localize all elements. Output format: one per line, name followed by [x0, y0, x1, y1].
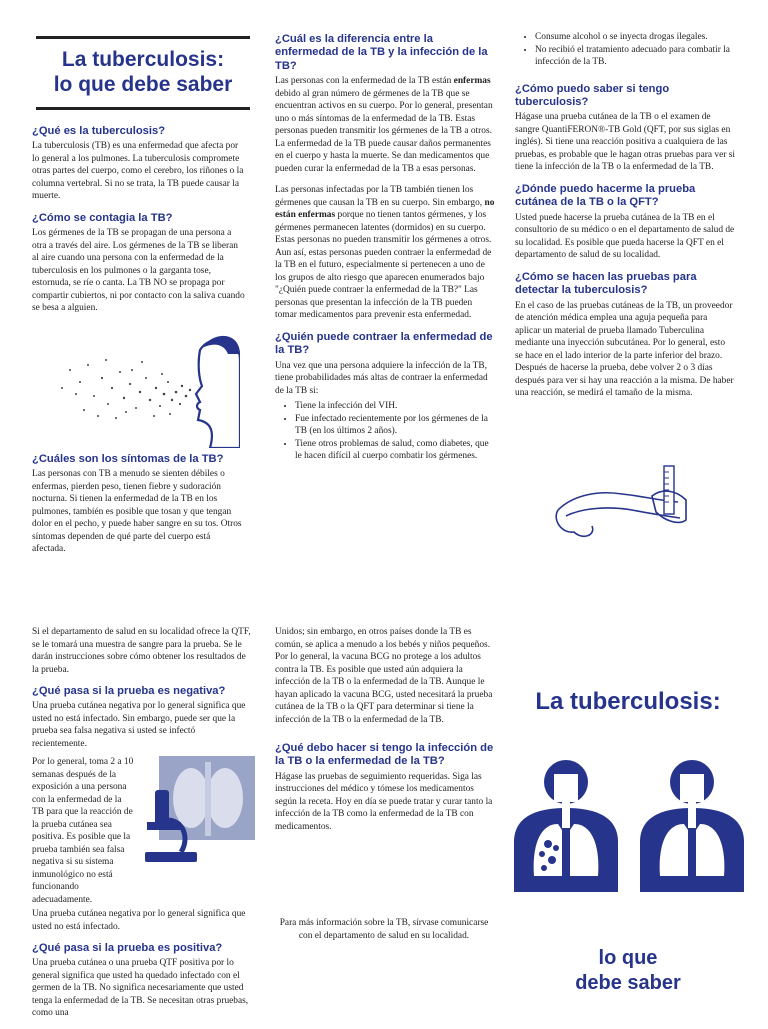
panel-2 — [275, 33, 495, 471]
xray-left-lung — [173, 768, 209, 828]
text-difference-infection-2: porque no tienen tantos gérmenes, y los gérmenes permanecen latentes (dormidos) en su cuerpo. Estas personas no pueden transmitir los gérmenes a otros. Aun así, estas personas pueden contraer la enfermedad de la TB en el futuro, especialmente si pertenecen a uno de los grupos de alto riesgo que aparecen enumerados bajo "¿Quién puede contraer la enfermedad de la TB?" Las personas que presentan la infección de la TB pueden tomar medicamentos para prevenir esta enfermedad. — [275, 210, 492, 321]
risk-list — [275, 400, 495, 463]
text-negative-summary: Una prueba cutánea negativa por lo general significa que usted no está infectado. — [32, 909, 246, 932]
risk-item: • No recibió el tratamiento adecuado para combatir la infección de la TB. — [535, 44, 735, 69]
text-qft-results: Si el departamento de salud en su localidad ofrece la QTF, se le tomará una muestra de sangre para la prueba. Se le darán instrucciones sobre cómo obtener los resultados de la prueba. — [32, 627, 251, 675]
microscope-tube — [155, 790, 169, 826]
face-profile — [196, 339, 240, 448]
person-right — [640, 760, 744, 892]
skin-test-illustration — [552, 460, 692, 546]
heading-what-to-do: ¿Qué debo hacer si tengo la infección de la TB o la enfermedad de la TB? — [275, 742, 494, 768]
risk-item: • Tiene la infección del VIH. — [295, 400, 495, 413]
cover-subtitle-line-1: lo que — [598, 947, 658, 969]
cover-title: La tuberculosis: — [535, 688, 721, 715]
cover-subtitle — [508, 946, 748, 996]
text-how-spread: Los gérmenes de la TB se propagan de una persona a otra a través del aire. Los gérmenes de la TB se liberan al aire cuando una persona con la enfermedad de la tuberculosis en los pulmones o la garganta tose, estornuda, se ríe o canta. La TB NO se propaga por compartir cubiertos, ni por contacto con la saliva cuando se besa a alguien. — [32, 228, 245, 314]
text-positive: Una prueba cutánea o una prueba QTF positiva por lo general significa que usted ha quedado infectado con el germen de la TB. No significa necesariamente que usted tenga la enfermedad de la TB. Se necesitan otras pruebas, como una — [32, 958, 249, 1019]
panel-4-section-c — [32, 908, 252, 1029]
panel-3 — [515, 31, 735, 409]
heading-how-spread: ¿Cómo se contagia la TB? — [32, 211, 173, 224]
text-what-to-do: Hágase las pruebas de seguimiento requeridas. Siga las instrucciones del médico y tómese los medicamentos según la receta. Hoy en día se puede tratar y curar tanto la infección de la TB como la enfermedad de la TB con medicamentos. — [275, 771, 493, 832]
text-negative: Una prueba cutánea negativa por lo general significa que usted no está infectado. Sin embargo, puede ser que la prueba sea falsa negativa si usted se infectó recientemente. — [32, 701, 246, 749]
heading-what-is-tb: ¿Qué es la tuberculosis? — [32, 125, 166, 137]
text-difference-disease — [275, 75, 495, 175]
text-difference-infection-1: Las personas infectadas por la TB también tienen los gérmenes que causan la TB en su cuerpo. Sin embargo, — [275, 185, 483, 208]
text-what-is-tb: La tuberculosis (TB) es una enfermedad que afecta por lo general a los pulmones. La tuberculosis compromete otras partes del cuerpo, como el cerebro, los riñones o la columna vertebral. Si no se trata, la TB puede causar la muerte. — [32, 141, 244, 202]
forearm-outline — [558, 493, 678, 510]
heading-symptoms: ¿Cuáles son los síntomas de la TB? — [32, 453, 224, 465]
text-emphasis-not-sick: no están enfermas — [275, 197, 495, 221]
panel-4-section-a — [32, 626, 252, 750]
title-line-2: lo que debe saber — [53, 73, 233, 97]
risk-item: • Consume alcohol o se inyecta drogas ilegales. — [535, 31, 735, 44]
text-how-know: Hágase una prueba cutánea de la TB o el examen de sangre QuantiFERON®-TB Gold (QFT, por sus siglas en inglés). Si tiene una reacción positiva a cualquiera de las pruebas, es probable que le hagan otras pruebas para ver si tiene la infección de la TB o la enfermedad de la TB. — [515, 112, 735, 173]
heading-how-tests-done: ¿Cómo se hacen las pruebas para detectar la tuberculosis? — [515, 270, 697, 297]
text-who-can-get: Una vez que una persona adquiere la infección de la TB, tiene probabilidades más altas de contraer la enfermedad de la TB si: — [275, 360, 488, 396]
xray-spine — [205, 762, 211, 836]
text-symptoms: Las personas con TB a menudo se sienten débiles o enfermas, pierden peso, tienen fiebre y sudoración nocturna. Si tienen la enfermedad de la TB en los pulmones, también es posible que tosan y que tengan dolor en el pecho, y puede haber sangre en su tos. Otros síntomas dependen de qué parte del cuerpo está afectada. — [32, 469, 242, 555]
cover-subtitle-line-2: debe saber — [575, 972, 681, 994]
panel-4-section-b — [32, 756, 134, 915]
risk-item: • Fue infectado recientemente por los gérmenes de la TB (en los últimos 2 años). — [295, 413, 495, 438]
heading-difference: ¿Cuál es la diferencia entre la enfermedad de la TB y la infección de la TB? — [275, 33, 488, 72]
risk-item: • Tiene otros problemas de salud, como diabetes, que le hacen difícil al cuerpo combatir los gérmenes. — [295, 438, 495, 463]
panel-5 — [275, 626, 495, 842]
xray-right-lung — [207, 768, 243, 828]
sneeze-illustration — [50, 330, 240, 448]
heading-how-know: ¿Cómo puedo saber si tengo tuberculosis? — [515, 82, 670, 108]
text-bcg: Unidos; sin embargo, en otros países donde la TB es común, se aplica a menudo a los bebés y niños pequeños. Por lo general, la vacuna BCG no protege a los adultos contra la TB. Es posible que usted aún adquiera la infección de la TB o la enfermedad de la TB. Aunque le hayan aplicado la vacuna BCG, usted necesitará la prueba cutánea de la TB o la QFT para determinar si tiene la infección de la TB o la enfermedad de la TB. — [275, 627, 493, 725]
text-difference-infection — [275, 184, 495, 322]
text-how-tests-done: En el caso de las pruebas cutáneas de la TB, un proveedor de atención médica emplea una aguja pequeña para aplicar un material de prueba llamado Tuberculina mediante una inyección subcutánea. Por lo general, esto se hace en el lado interior de la parte inferior del brazo. Después de hacerse la prueba, debe volver 2 o 3 días después para ver si hay una reacción a la misma. De haber una reacción, se medirá el tamaño de la misma. — [515, 300, 734, 399]
heading-negative: ¿Qué pasa si la prueba es negativa? — [32, 685, 226, 697]
text-negative-window: Por lo general, toma 2 a 10 semanas después de la exposición a una persona con la enfermedad de la TB para que la reacción de la prueba cutánea sea positiva. Es posible que la prueba también sea falsa negativa si su sistema inmunológico no está funcionando adecuadamente. — [32, 757, 134, 905]
lungs-illustration — [514, 758, 744, 892]
text-difference-disease-1: Las personas con la enfermedad de la TB están — [275, 76, 452, 87]
text-difference-disease-2: debido al gran número de gérmenes de la TB que se encuentran activos en su cuerpo. Por lo general, presentan uno o más síntomas de la enfermedad de la TB. Estas personas pueden transmitir los gérmenes de la TB a otros. La enfermedad de la TB puede causar daños permanentes en el cuerpo y hasta la muerte. Se dan medicamentos que pueden curar la enfermedad de la TB a esas personas. — [275, 88, 493, 174]
xray-microscope-illustration — [145, 756, 255, 868]
germ-spray — [61, 359, 191, 419]
forearm-outline-lower — [566, 508, 680, 518]
title-line-1: La tuberculosis: — [61, 48, 225, 71]
heading-where-test: ¿Dónde puedo hacerme la prueba cutánea de la TB o la QFT? — [515, 182, 696, 209]
panel-1-section-b — [32, 453, 246, 565]
risk-list-continued — [515, 31, 735, 69]
heading-positive: ¿Qué pasa si la prueba es positiva? — [32, 942, 223, 954]
panel-1-section-a — [32, 125, 246, 324]
person-left — [514, 760, 618, 892]
more-info-note: Para más información sobre la TB, sírvase comunicarse con el departamento de salud en su localidad. — [279, 918, 489, 941]
hand-outline — [556, 510, 592, 536]
brochure-title — [36, 36, 250, 110]
text-where-test: Usted puede hacerse la prueba cutánea de la TB en el consultorio de su médico o en el departamento de salud de su localidad. Es posible que pueda hacerse la QFT en el departamento de salud de su localidad. — [515, 212, 735, 261]
text-emphasis-sick: enfermas — [453, 76, 491, 87]
heading-who-can-get: ¿Quién puede contraer la enfermedad de la TB? — [275, 330, 493, 357]
microscope-base — [145, 852, 197, 862]
